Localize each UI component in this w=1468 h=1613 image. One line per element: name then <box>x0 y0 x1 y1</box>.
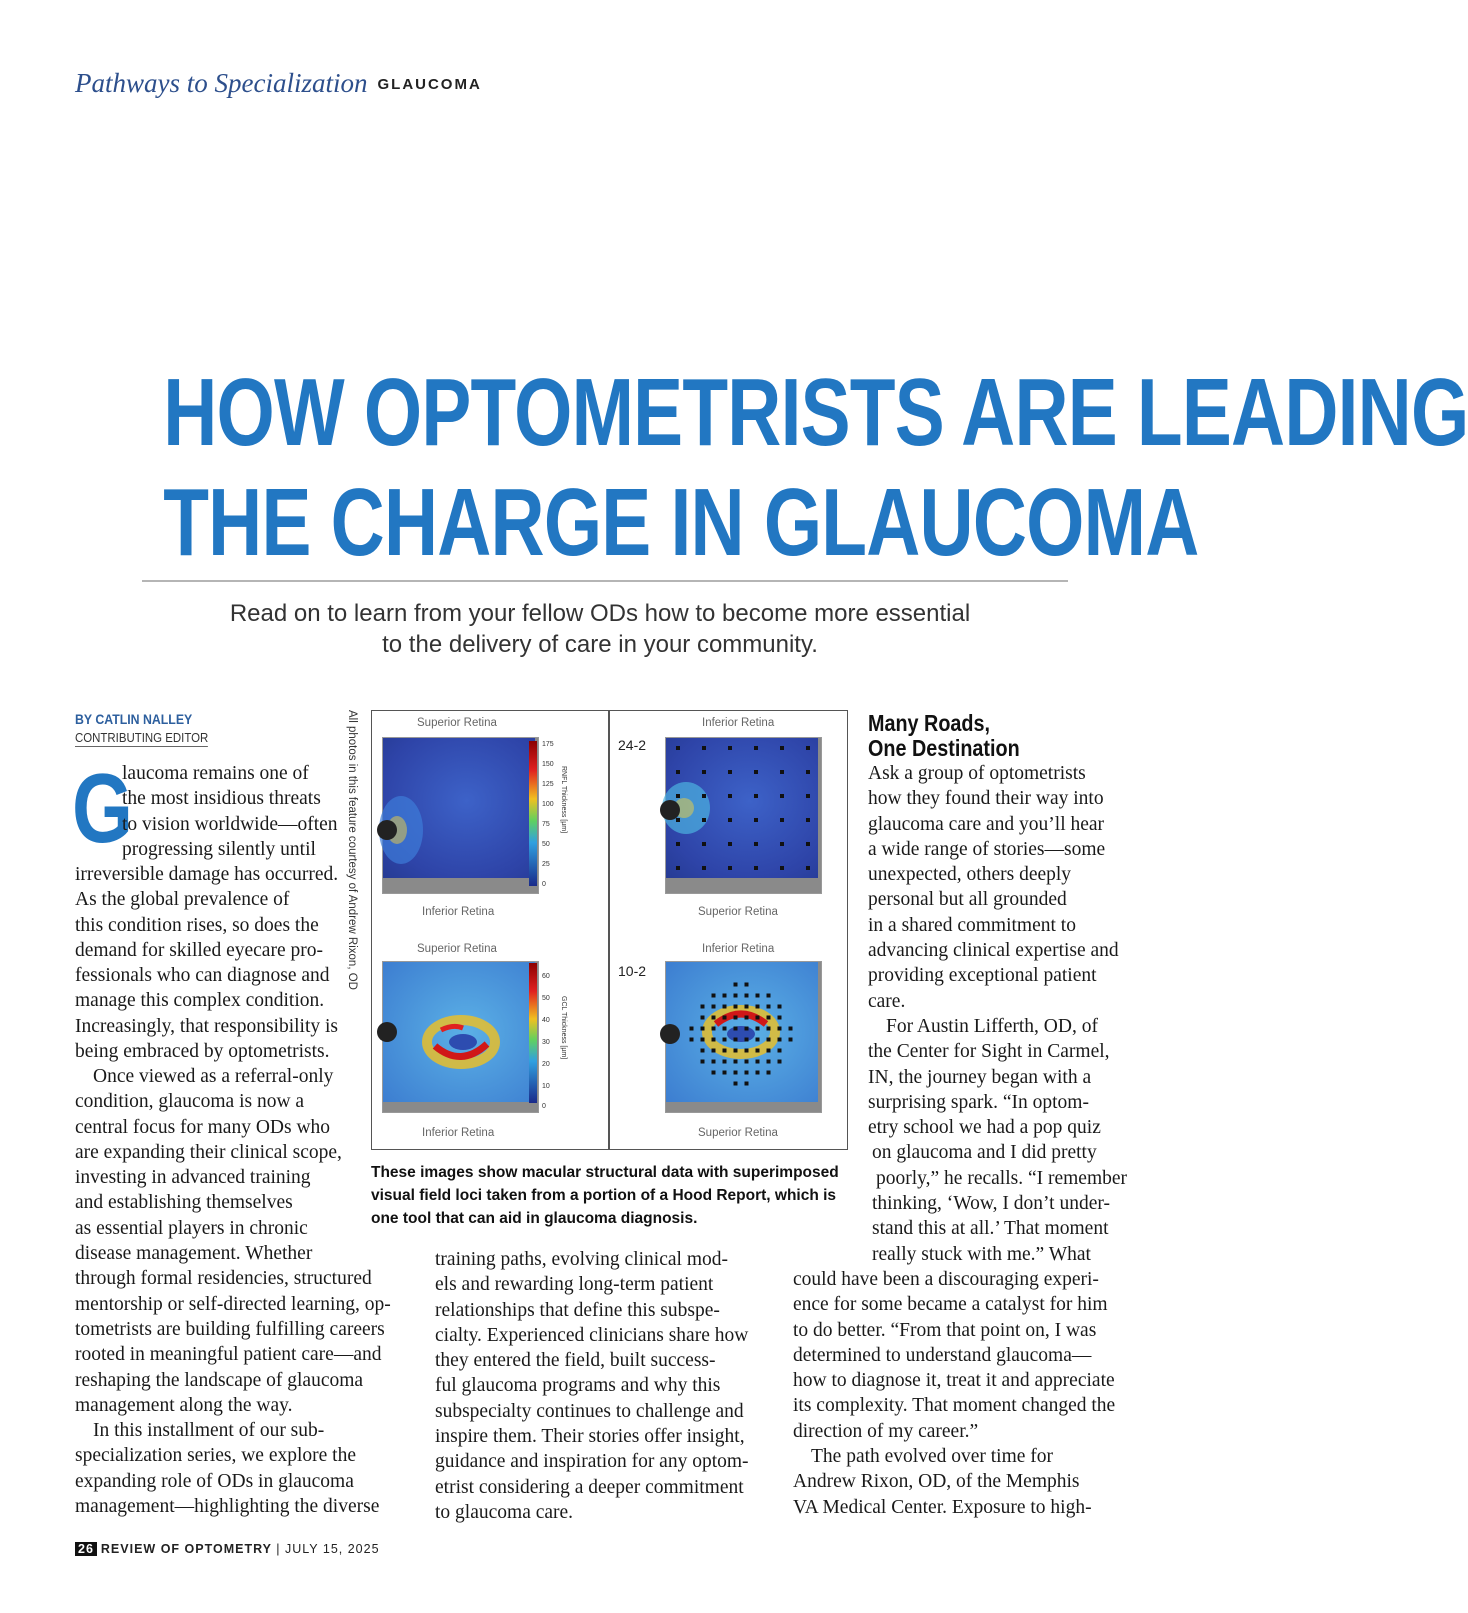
text-line: determined to understand glaucoma— <box>793 1344 1092 1366</box>
text-line: management along the way. <box>75 1394 293 1416</box>
text-line: etry school we had a pop quiz <box>868 1117 1101 1139</box>
text-line: on glaucoma and I did pretty <box>872 1142 1097 1164</box>
vf-locus <box>745 1071 749 1075</box>
page-footer <box>75 1542 380 1556</box>
colorbar-tick: 50 <box>542 995 550 1002</box>
vf-locus <box>676 770 680 774</box>
text-line: its complexity. That moment changed the <box>793 1395 1116 1417</box>
vf-locus <box>701 1060 705 1064</box>
vf-locus <box>780 794 784 798</box>
text-line: expanding role of ODs in glaucoma <box>75 1470 354 1492</box>
vf-locus <box>756 994 760 998</box>
vf-locus <box>712 994 716 998</box>
headline-rule <box>142 580 1068 582</box>
panel-label: Inferior Retina <box>422 906 495 918</box>
byline-role: CONTRIBUTING EDITOR <box>75 730 209 745</box>
panel-label: Inferior Retina <box>702 943 775 955</box>
vf-locus <box>745 1049 749 1053</box>
vf-locus <box>745 994 749 998</box>
vf-locus <box>789 1038 793 1042</box>
colorbar-tick: 175 <box>542 741 554 748</box>
panel-label: Superior Retina <box>698 1127 778 1139</box>
drop-cap: G <box>72 753 133 863</box>
colorbar-tick: 10 <box>542 1083 550 1090</box>
vf-locus <box>702 794 706 798</box>
colorbar-tick: 30 <box>542 1039 550 1046</box>
vf-locus <box>728 842 732 846</box>
vf-locus <box>806 794 810 798</box>
vf-locus <box>723 1005 727 1009</box>
vf-locus <box>712 1060 716 1064</box>
vf-locus <box>778 1005 782 1009</box>
vf-locus <box>756 1038 760 1042</box>
text-line: For Austin Lifferth, OD, of <box>886 1016 1098 1037</box>
text-line: management—highlighting the diverse <box>75 1496 380 1518</box>
vf-locus <box>723 1016 727 1020</box>
text-line: Once viewed as a referral-only <box>93 1066 334 1087</box>
vf-locus <box>734 994 738 998</box>
text-line: progressing silently until <box>122 838 316 860</box>
vf-locus <box>728 746 732 750</box>
text-line: central focus for many ODs who <box>75 1116 331 1138</box>
vf-locus <box>690 1038 694 1042</box>
text-line: irreversible damage has occurred. <box>75 864 339 885</box>
vf-locus <box>734 1027 738 1031</box>
vf-locus <box>702 770 706 774</box>
vf-locus <box>701 1038 705 1042</box>
vf-locus <box>702 866 706 870</box>
colorbar-tick: 60 <box>542 973 550 980</box>
vf-locus <box>728 794 732 798</box>
text-line: demand for skilled eyecare pro- <box>75 939 323 961</box>
rnfl-axis-label: RNFL Thickness [µm] <box>560 766 567 834</box>
text-line: glaucoma care and you’ll hear <box>868 813 1105 835</box>
col2-text <box>435 1247 775 1525</box>
text-line: thinking, ‘Wow, I don’t under- <box>872 1193 1110 1215</box>
vf-locus <box>806 842 810 846</box>
text-line: in a shared commitment to <box>868 914 1076 936</box>
vf-locus <box>712 1005 716 1009</box>
colorbar-tick: 25 <box>542 861 550 868</box>
page-number: 26 <box>75 1542 97 1556</box>
vf-locus <box>676 866 680 870</box>
vf-locus <box>723 1060 727 1064</box>
vf-locus <box>701 1016 705 1020</box>
text-line: care. <box>868 990 906 1012</box>
text-line: IN, the journey began with a <box>868 1066 1092 1088</box>
panel-label: Superior Retina <box>417 943 497 955</box>
vf-locus <box>728 818 732 822</box>
text-line: this condition rises, so does the <box>75 914 319 936</box>
vf-locus <box>734 1038 738 1042</box>
text-line: As the global prevalence of <box>75 889 290 911</box>
vf-locus <box>780 746 784 750</box>
section-tag: GLAUCOMA <box>377 76 482 93</box>
vf-locus <box>754 794 758 798</box>
vf-locus <box>701 1049 705 1053</box>
vf-locus <box>734 1082 738 1086</box>
col3-para-1 <box>868 761 1128 1014</box>
vf-locus <box>676 842 680 846</box>
vf-locus <box>780 770 784 774</box>
text-line: could have been a discouraging experi- <box>793 1269 1099 1290</box>
panel-label: Inferior Retina <box>422 1127 495 1139</box>
vf-locus <box>778 1060 782 1064</box>
byline-author: BY CATLIN NALLEY <box>75 711 193 727</box>
vf-locus <box>754 746 758 750</box>
text-line: relationships that define this subspe- <box>435 1299 720 1321</box>
text-line: VA Medical Center. Exposure to high- <box>793 1496 1092 1518</box>
text-line: etrist considering a deeper commitment <box>435 1476 744 1498</box>
vf-locus <box>728 770 732 774</box>
colorbar-tick: 100 <box>542 801 554 808</box>
text-line: investing in advanced training <box>75 1167 311 1189</box>
vf-locus <box>745 1082 749 1086</box>
colorbar-tick: 40 <box>542 1017 550 1024</box>
colorbar-tick: 125 <box>542 781 554 788</box>
subhead-line-2: One Destination <box>868 735 1020 761</box>
text-line: surprising spark. “In optom- <box>868 1091 1089 1113</box>
text-line: inspire them. Their stories offer insight, <box>435 1426 745 1448</box>
text-line: In this installment of our sub- <box>93 1420 325 1442</box>
panel-label: Inferior Retina <box>702 717 775 729</box>
text-line: disease management. Whether <box>75 1243 313 1265</box>
vf-locus <box>745 1027 749 1031</box>
vf-locus <box>734 1016 738 1020</box>
vf-locus <box>690 1027 694 1031</box>
text-line: advancing clinical expertise and <box>868 940 1119 962</box>
gcl-axis-label: GCL Thickness [µm] <box>560 996 567 1060</box>
vf-locus <box>712 1016 716 1020</box>
col3-para-3 <box>793 1267 1133 1520</box>
vf-locus <box>712 1071 716 1075</box>
text-line: Ask a group of optometrists <box>868 763 1086 784</box>
vf-locus <box>778 1016 782 1020</box>
gcl-map-10-2 <box>665 961 822 1113</box>
publication-name: REVIEW OF OPTOMETRY <box>100 1542 272 1556</box>
colorbar-tick: 0 <box>542 881 546 888</box>
vf-locus <box>712 1049 716 1053</box>
text-line: laucoma remains one of <box>122 763 309 784</box>
vf-locus <box>701 1027 705 1031</box>
text-line: unexpected, others deeply <box>868 864 1072 886</box>
vf-locus <box>767 1016 771 1020</box>
text-line: really stuck with me.” What <box>872 1243 1091 1265</box>
figure-caption: These images show macular structural data with superimposed visual field loci taken from a portion of a Hood Report, which is one tool that can aid in glaucoma diagnosis. <box>371 1164 839 1227</box>
text-line: rooted in meaningful patient care—and <box>75 1344 382 1366</box>
deck-line-2: to the delivery of care in your community. <box>382 631 818 658</box>
text-line: cialty. Experienced clinicians share how <box>435 1324 749 1346</box>
vf-locus <box>767 1038 771 1042</box>
vf-locus <box>756 1049 760 1053</box>
text-line: ful glaucoma programs and why this <box>435 1375 721 1397</box>
rnfl-colorbar <box>529 741 537 886</box>
vf-locus <box>676 794 680 798</box>
text-line: and establishing themselves <box>75 1192 293 1214</box>
text-line: are expanding their clinical scope, <box>75 1141 342 1163</box>
vf-locus <box>767 994 771 998</box>
vf-locus <box>702 842 706 846</box>
vf-locus <box>756 1005 760 1009</box>
text-line: to vision worldwide—often <box>122 813 338 835</box>
vf-locus <box>756 1016 760 1020</box>
vf-locus <box>767 1071 771 1075</box>
headline-line-1: HOW OPTOMETRISTS ARE LEADING <box>163 359 1468 466</box>
vf-locus <box>780 818 784 822</box>
vf-locus <box>778 1049 782 1053</box>
rnfl-map-right <box>382 737 539 894</box>
vf-locus <box>756 1071 760 1075</box>
vf-locus <box>767 1027 771 1031</box>
vf-locus <box>780 842 784 846</box>
grid-label-10-2: 10-2 <box>618 963 647 979</box>
col1-dropcap-lines <box>122 761 357 862</box>
vf-locus <box>723 994 727 998</box>
vf-locus <box>745 1016 749 1020</box>
text-line: Andrew Rixon, OD, of the Memphis <box>793 1471 1080 1493</box>
headline-line-2: THE CHARGE IN GLAUCOMA <box>163 469 1199 576</box>
text-line: to do better. “From that point on, I was <box>793 1319 1097 1341</box>
text-line: subspecialty continues to challenge and <box>435 1400 744 1422</box>
text-line: how to diagnose it, treat it and appreciate <box>793 1370 1115 1392</box>
vf-locus <box>754 842 758 846</box>
text-line: mentorship or self-directed learning, op- <box>75 1293 391 1315</box>
text-line: the most insidious threats <box>122 788 321 810</box>
colorbar-tick: 0 <box>542 1103 546 1110</box>
gcl-map-right <box>382 961 539 1113</box>
vf-locus <box>676 746 680 750</box>
vf-locus <box>734 983 738 987</box>
vf-locus <box>745 1038 749 1042</box>
subhead-line-1: Many Roads, <box>868 710 991 736</box>
colorbar-tick: 20 <box>542 1061 550 1068</box>
text-line: direction of my career.” <box>793 1420 979 1442</box>
text-line: personal but all grounded <box>868 889 1067 911</box>
text-line: condition, glaucoma is now a <box>75 1091 305 1113</box>
vf-locus <box>734 1005 738 1009</box>
vf-locus <box>754 818 758 822</box>
text-line: ence for some became a catalyst for him <box>793 1294 1108 1316</box>
vf-locus <box>723 1071 727 1075</box>
text-line: through formal residencies, structured <box>75 1268 372 1290</box>
colorbar-tick: 150 <box>542 761 554 768</box>
text-line: The path evolved over time for <box>811 1446 1054 1468</box>
vf-locus <box>778 1038 782 1042</box>
vf-locus <box>734 1049 738 1053</box>
rnfl-map-24-2 <box>665 737 822 894</box>
vf-locus <box>712 1038 716 1042</box>
grid-label-24-2: 24-2 <box>618 737 647 753</box>
vf-locus <box>806 866 810 870</box>
vf-locus <box>734 1071 738 1075</box>
figure-divider <box>608 711 610 1149</box>
vf-locus <box>789 1027 793 1031</box>
deck <box>150 598 1050 660</box>
vf-locus <box>806 818 810 822</box>
text-line: training paths, evolving clinical mod- <box>435 1249 728 1270</box>
text-line: specialization series, we explore the <box>75 1445 357 1467</box>
colorbar-tick: 50 <box>542 841 550 848</box>
text-line: they entered the field, built success- <box>435 1350 716 1372</box>
issue-date: | JULY 15, 2025 <box>276 1542 380 1556</box>
col3-para-2 <box>868 1014 1138 1267</box>
vf-locus <box>767 1005 771 1009</box>
col1-para-2 <box>75 1064 415 1519</box>
vf-locus <box>701 1005 705 1009</box>
vf-10-2-overlay <box>666 962 821 1112</box>
vf-locus <box>728 866 732 870</box>
section-kicker <box>75 68 482 99</box>
text-line: Increasingly, that responsibility is <box>75 1015 339 1037</box>
text-line: providing exceptional patient <box>868 965 1097 987</box>
vf-locus <box>745 1060 749 1064</box>
text-line: the Center for Sight in Carmel, <box>868 1041 1110 1063</box>
gcl-colorbar <box>529 963 537 1103</box>
vf-locus <box>723 1027 727 1031</box>
vf-locus <box>676 818 680 822</box>
vf-locus <box>806 746 810 750</box>
text-line: reshaping the landscape of glaucoma <box>75 1369 364 1391</box>
gcl-map-image <box>383 962 538 1112</box>
vf-locus <box>712 1027 716 1031</box>
vf-locus <box>778 1027 782 1031</box>
text-line: guidance and inspiration for any optom- <box>435 1451 749 1473</box>
vf-locus <box>756 1027 760 1031</box>
deck-line-1: Read on to learn from your fellow ODs how to become more essential <box>229 600 971 627</box>
vf-locus <box>767 1049 771 1053</box>
text-line: tometrists are building fulfilling careers <box>75 1318 385 1340</box>
text-line: poorly,” he recalls. “I remember <box>876 1167 1128 1189</box>
panel-label: Superior Retina <box>698 906 778 918</box>
vf-locus <box>734 1060 738 1064</box>
text-line: stand this at all.’ That moment <box>872 1218 1109 1240</box>
vf-24-2-overlay <box>666 738 821 893</box>
vf-locus <box>767 1060 771 1064</box>
subhead <box>868 711 1020 761</box>
text-line: as essential players in chronic <box>75 1217 308 1239</box>
vf-locus <box>756 1060 760 1064</box>
hood-report-figure <box>371 710 848 1150</box>
vf-locus <box>780 866 784 870</box>
headline <box>163 358 1468 578</box>
vf-locus <box>702 818 706 822</box>
text-line: manage this complex condition. <box>75 990 325 1012</box>
vf-locus <box>723 1038 727 1042</box>
vf-locus <box>745 1005 749 1009</box>
vf-locus <box>754 770 758 774</box>
text-line: how they found their way into <box>868 788 1104 810</box>
series-title: Pathways to Specialization <box>75 68 368 98</box>
text-line: a wide range of stories—some <box>868 838 1106 860</box>
text-line: els and rewarding long-term patient <box>435 1274 714 1296</box>
vf-locus <box>702 746 706 750</box>
vf-locus <box>745 983 749 987</box>
photo-credit <box>346 710 366 990</box>
rnfl-map-image <box>383 738 538 893</box>
text-line: fessionals who can diagnose and <box>75 965 330 987</box>
text-line: to glaucoma care. <box>435 1501 574 1523</box>
photo-credit-text: All photos in this feature courtesy of Andrew Rixon, OD <box>346 710 358 990</box>
vf-locus <box>754 866 758 870</box>
text-line: being embraced by optometrists. <box>75 1041 330 1063</box>
vf-locus <box>806 770 810 774</box>
colorbar-tick: 75 <box>542 821 550 828</box>
col1-para-1 <box>75 862 360 1064</box>
vf-locus <box>723 1049 727 1053</box>
panel-label: Superior Retina <box>417 717 497 729</box>
